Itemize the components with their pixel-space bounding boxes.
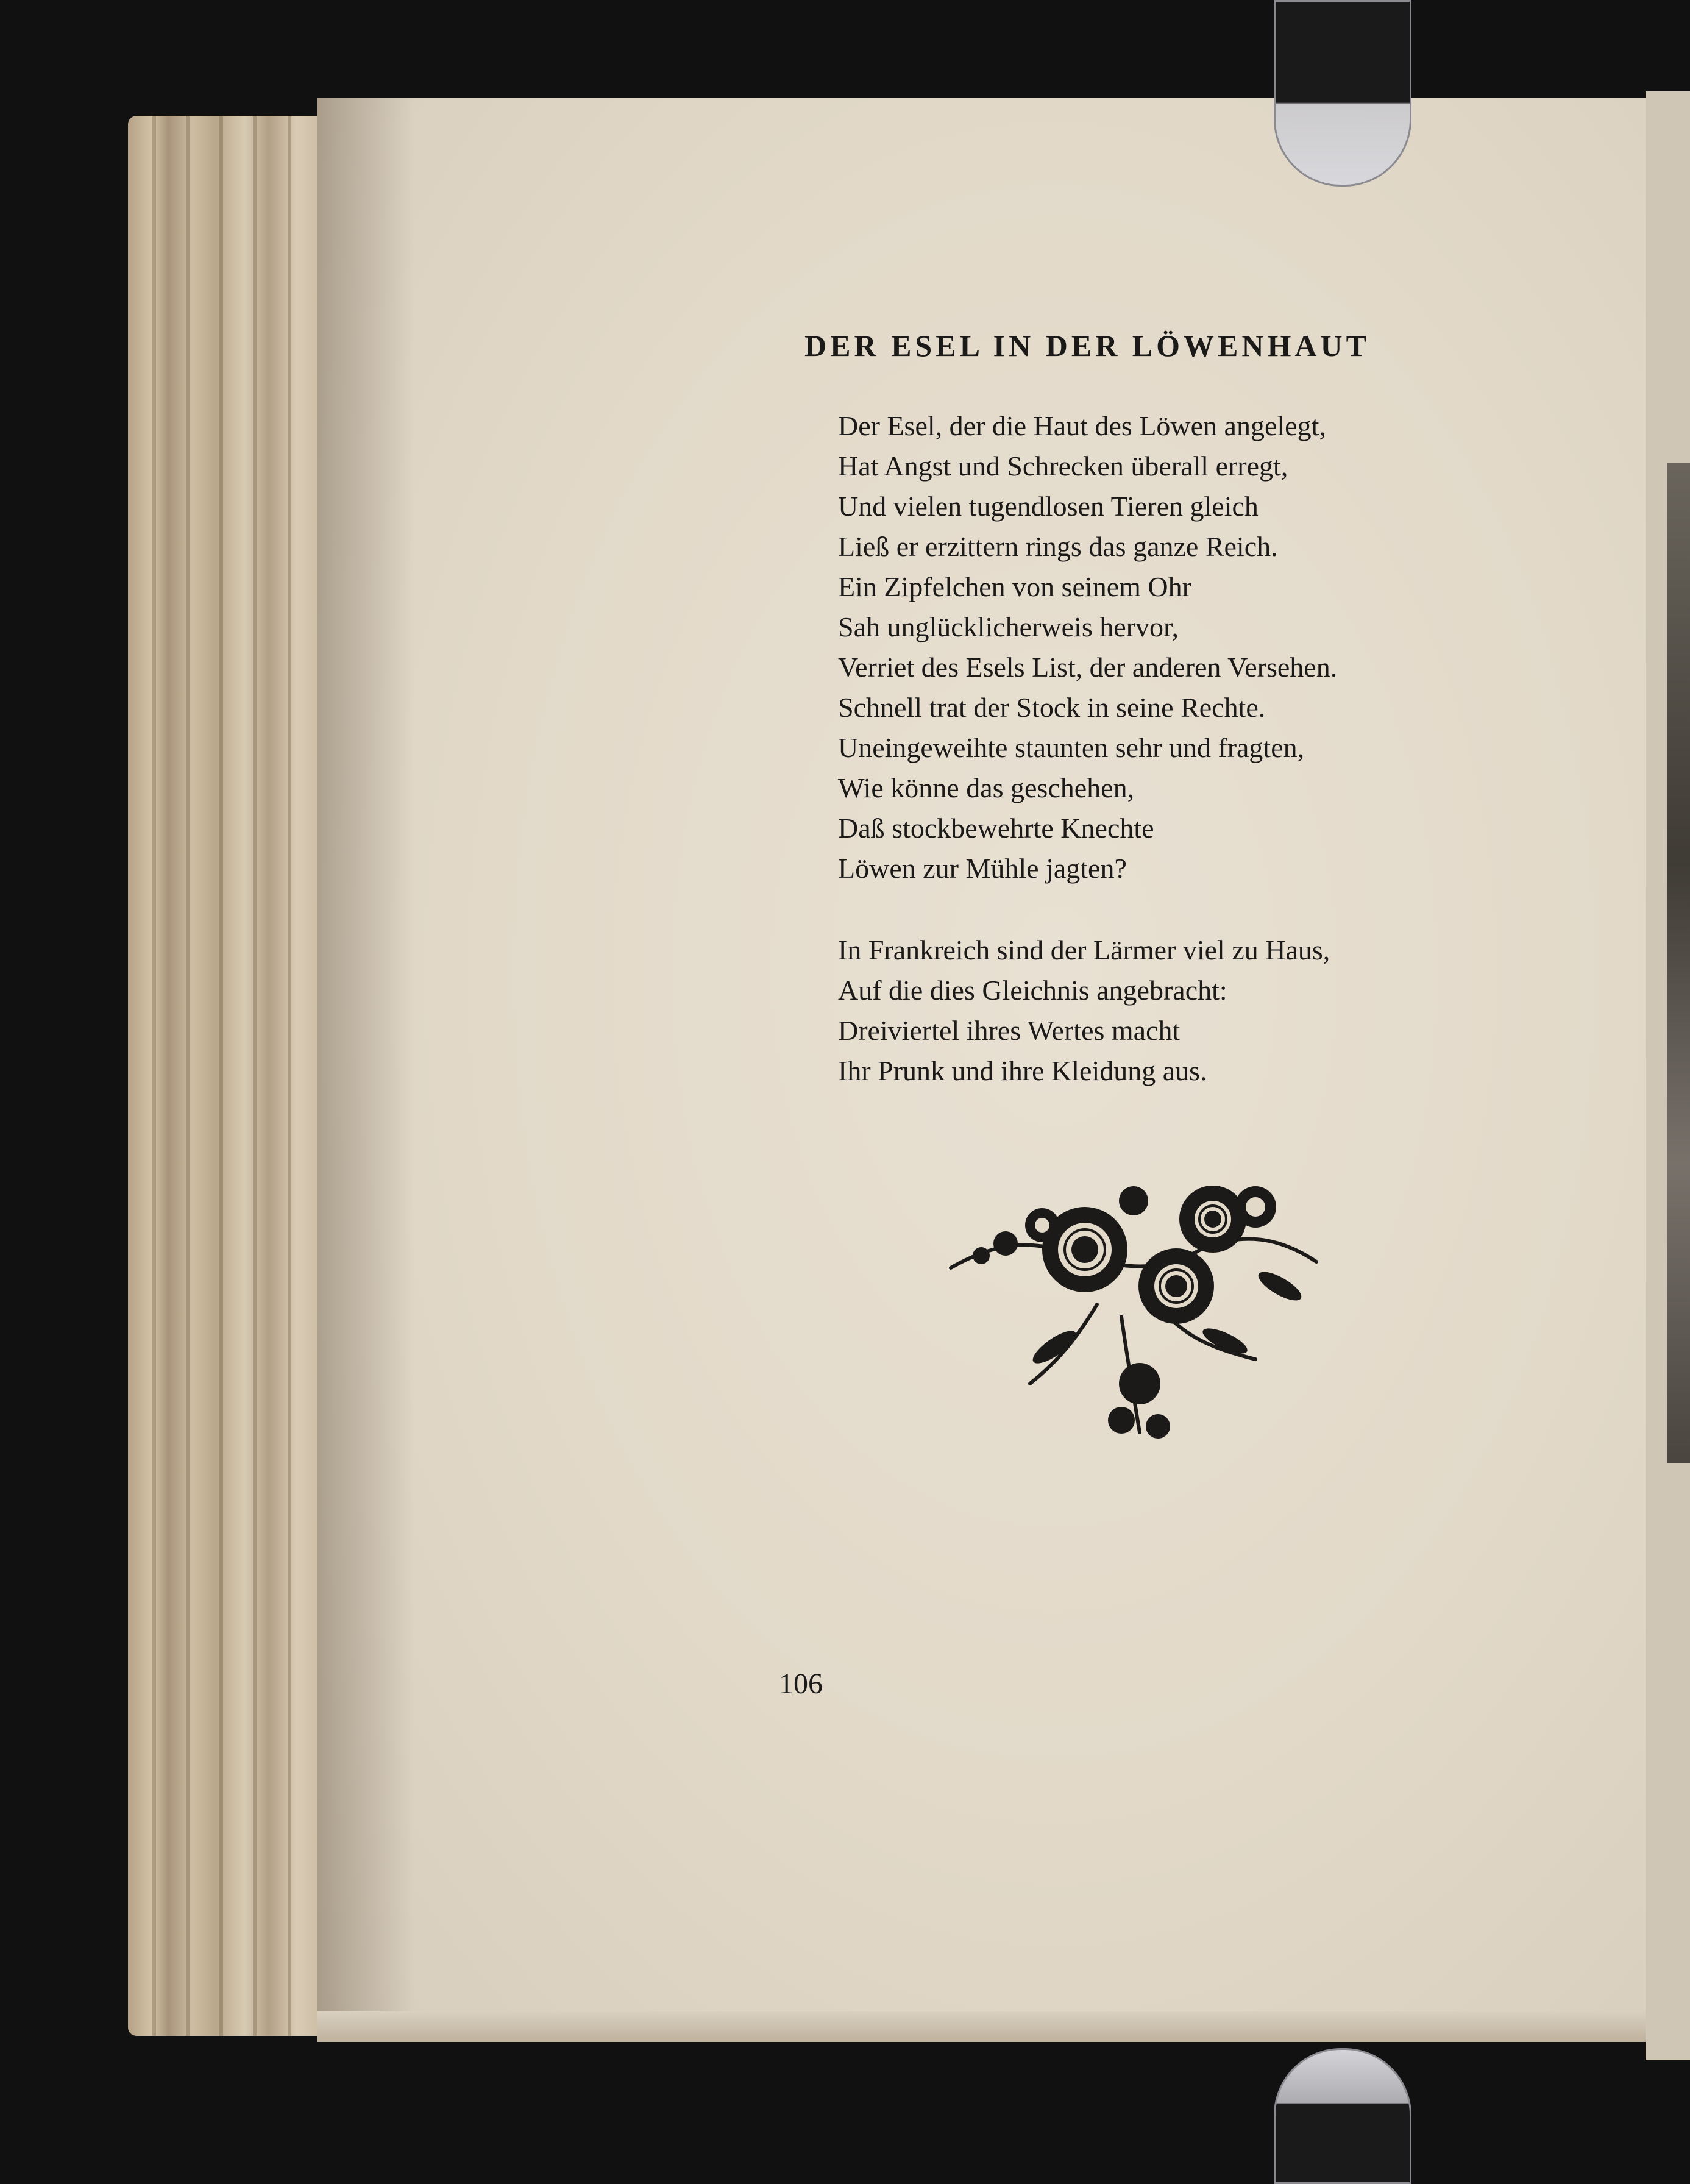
page-number: 106	[779, 1668, 823, 1700]
poem-line: Wie könne das geschehen,	[838, 772, 1135, 803]
facing-page-illustration	[1667, 463, 1690, 1463]
poem-line: Dreiviertel ihres Wertes macht	[838, 1015, 1181, 1046]
poem-line: Ein Zipfelchen von seinem Ohr	[838, 571, 1191, 602]
poem-line: Uneingeweihte staunten sehr und fragten,	[838, 732, 1305, 763]
poem-line: Hat Angst und Schrecken überall erregt,	[838, 450, 1288, 482]
gutter-shadow	[317, 98, 414, 2042]
poem-line: Löwen zur Mühle jagten?	[838, 853, 1127, 884]
stanza-2	[838, 930, 1508, 1091]
poem-line: Schnell trat der Stock in seine Rechte.	[838, 692, 1266, 723]
poem-line: Auf die dies Gleichnis angebracht:	[838, 975, 1227, 1006]
poem-line: Sah unglücklicherweis hervor,	[838, 611, 1179, 642]
page-bottom-edge	[317, 2011, 1658, 2042]
stanza-1	[838, 406, 1508, 889]
poem-line: Und vielen tugendlosen Tieren gleich	[838, 491, 1259, 522]
page-clip-bottom	[1274, 2048, 1411, 2184]
poem-line: Der Esel, der die Haut des Löwen angelegt,	[838, 410, 1326, 441]
flower-bouquet-icon	[939, 1164, 1329, 1445]
poem-title: DER ESEL IN DER LÖWENHAUT	[804, 329, 1370, 363]
poem-line: Ließ er erzittern rings das ganze Reich.	[838, 531, 1278, 562]
poem-line: In Frankreich sind der Lärmer viel zu Haus,	[838, 934, 1330, 966]
poem-line: Daß stockbewehrte Knechte	[838, 813, 1154, 844]
page-edges	[128, 116, 329, 2036]
poem-line: Ihr Prunk und ihre Kleidung aus.	[838, 1055, 1207, 1086]
poem-line: Verriet des Esels List, der anderen Versehen.	[838, 652, 1338, 683]
page-clip-top	[1274, 0, 1411, 187]
